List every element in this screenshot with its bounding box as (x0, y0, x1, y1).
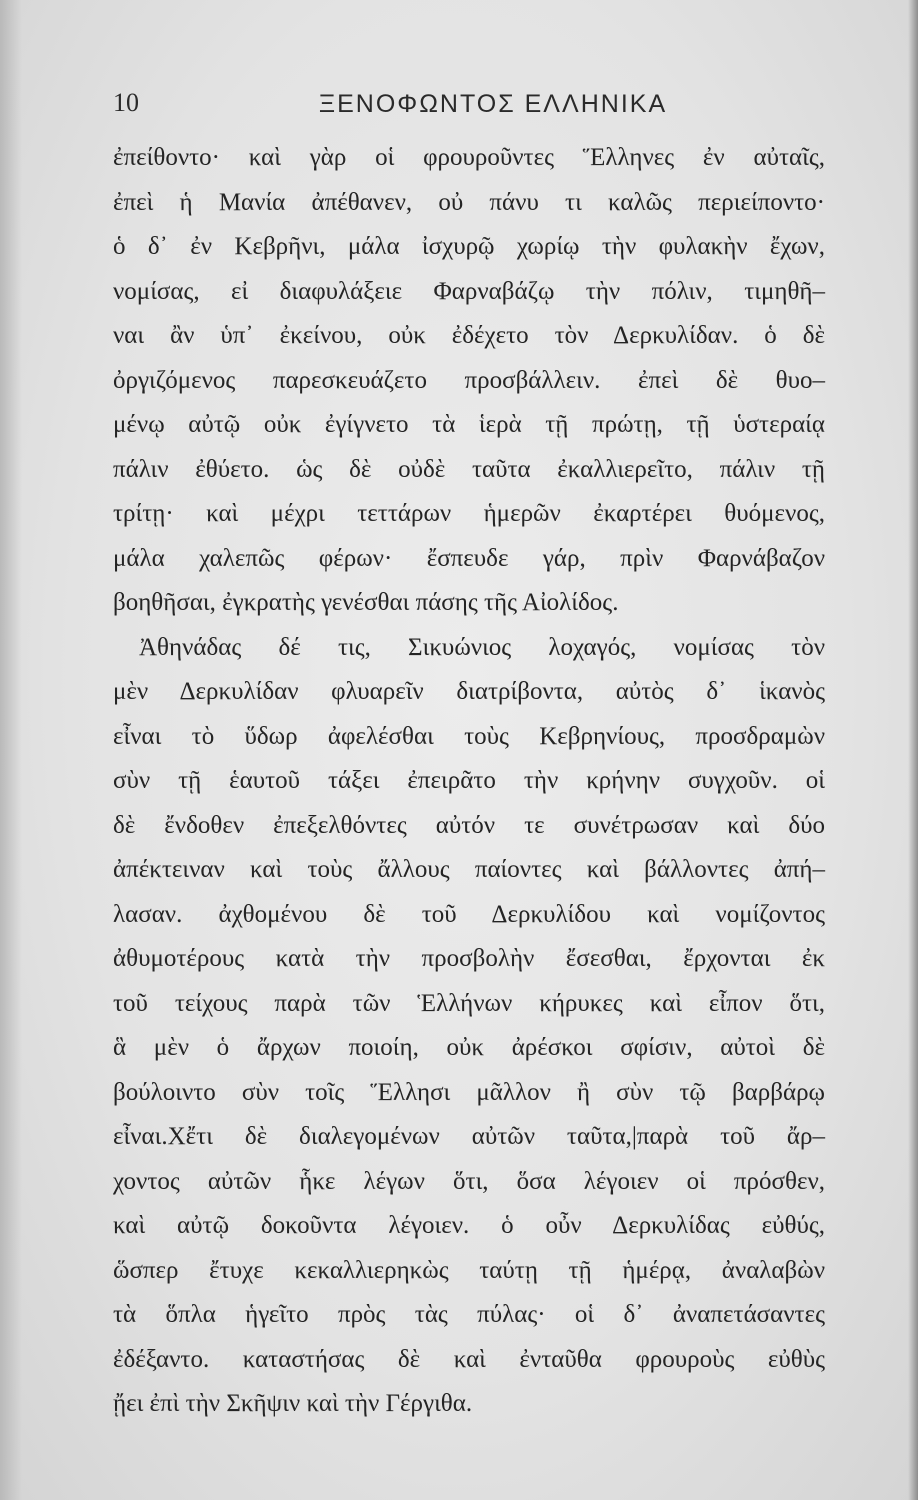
page-shadow-right (908, 0, 918, 1500)
text-line: μὲν Δερκυλίδαν φλυαρεῖν διατρίβοντα, αὐτὸς δ᾽ ἱκανὸς (113, 678, 825, 705)
text-line: εἶναι.Χἔτι δὲ διαλεγομένων αὐτῶν ταῦτα,|παρὰ τοῦ ἄρ– (113, 1123, 825, 1150)
text-line: τοῦ τείχους παρὰ τῶν Ἑλλήνων κήρυκες καὶ εἶπον ὅτι, (113, 989, 825, 1017)
text-line: ναι ἂν ὑπ᾽ ἐκείνου, οὐκ ἐδέχετο τὸν Δερκυλίδαν. ὁ δὲ (113, 322, 825, 349)
text-line: πάλιν ἐθύετο. ὡς δὲ οὐδὲ ταῦτα ἐκαλλιερεῖτο, πάλιν τῇ (113, 455, 825, 483)
text-line: τρίτῃ· καὶ μέχρι τεττάρων ἡμερῶν ἐκαρτέρει θυόμενος, (113, 500, 825, 527)
running-title: ΞΕΝΟΦΩΝΤΟΣ ΕΛΛΗΝΙΚΑ (318, 90, 668, 118)
text-line: Ἀθηνάδας δέ τις, Σικυώνιος λοχαγός, νομίσας τὸν (139, 633, 825, 661)
text-line: ὀργιζόμενος παρεσκευάζετο προσβάλλειν. ἐπεὶ δὲ θυο– (113, 366, 825, 394)
page-number: 10 (113, 88, 139, 117)
text-line: μάλα χαλεπῶς φέρων· ἔσπευδε γάρ, πρὶν Φαρνάβαζον (113, 544, 825, 572)
text-line: ἀθυμοτέρους κατὰ τὴν προσβολὴν ἔσεσθαι, ἔρχονται ἐκ (113, 945, 825, 972)
text-line: χοντος αὐτῶν ἧκε λέγων ὅτι, ὅσα λέγοιεν οἱ πρόσθεν, (113, 1167, 825, 1195)
text-line: ᾔει ἐπὶ τὴν Σκῆψιν καὶ τὴν Γέργιθα. (113, 1390, 473, 1417)
text-line: εἶναι τὸ ὕδωρ ἀφελέσθαι τοὺς Κεβρηνίους, προσδραμὼν (113, 722, 825, 750)
text-line: ἐπείθοντο· καὶ γὰρ οἱ φρουροῦντες Ἕλληνες ἐν αὐταῖς, (113, 144, 825, 171)
text-line: λασαν. ἀχθομένου δὲ τοῦ Δερκυλίδου καὶ νομίζοντος (113, 900, 825, 928)
page-shadow-left (0, 0, 22, 1500)
body-text (113, 136, 825, 1427)
text-line: ὁ δ᾽ ἐν Κεβρῆνι, μάλα ἰσχυρῷ χωρίῳ τὴν φυλακὴν ἔχων, (113, 233, 825, 260)
text-line: τὰ ὅπλα ἡγεῖτο πρὸς τὰς πύλας· οἱ δ᾽ ἀναπετάσαντες (113, 1301, 825, 1328)
text-line: νομίσας, εἰ διαφυλάξειε Φαρναβάζῳ τὴν πόλιν, τιμηθῆ– (113, 277, 825, 305)
text-line: ἐδέξαντο. καταστήσας δὲ καὶ ἐνταῦθα φρουροὺς εὐθὺς (113, 1345, 825, 1373)
page-header (113, 88, 823, 128)
text-line: σὺν τῇ ἑαυτοῦ τάξει ἐπειρᾶτο τὴν κρήνην συγχοῦν. οἱ (113, 767, 825, 794)
text-line: δὲ ἔνδοθεν ἐπεξελθόντες αὐτόν τε συνέτρωσαν καὶ δύο (113, 811, 825, 839)
text-line: βοηθῆσαι, ἐγκρατὴς γενέσθαι πάσης τῆς Αἰολίδος. (113, 589, 619, 616)
text-line: μένῳ αὐτῷ οὐκ ἐγίγνετο τὰ ἱερὰ τῇ πρώτῃ, τῇ ὑστεραίᾳ (113, 411, 825, 438)
text-line: ὥσπερ ἔτυχε κεκαλλιερηκὼς ταύτῃ τῇ ἡμέρᾳ, ἀναλαβὼν (113, 1256, 825, 1284)
text-line: βούλοιντο σὺν τοῖς Ἕλλησι μᾶλλον ἢ σὺν τῷ βαρβάρῳ (113, 1078, 825, 1106)
text-line: ἃ μὲν ὁ ἄρχων ποιοίη, οὐκ ἀρέσκοι σφίσιν, αὐτοὶ δὲ (113, 1034, 825, 1061)
text-line: ἀπέκτειναν καὶ τοὺς ἄλλους παίοντες καὶ βάλλοντες ἀπή– (113, 856, 825, 883)
text-line: ἐπεὶ ἡ Μανία ἀπέθανεν, οὐ πάνυ τι καλῶς περιείποντο· (113, 188, 825, 216)
text-line: καὶ αὐτῷ δοκοῦντα λέγοιεν. ὁ οὖν Δερκυλίδας εὐθύς, (113, 1212, 825, 1239)
